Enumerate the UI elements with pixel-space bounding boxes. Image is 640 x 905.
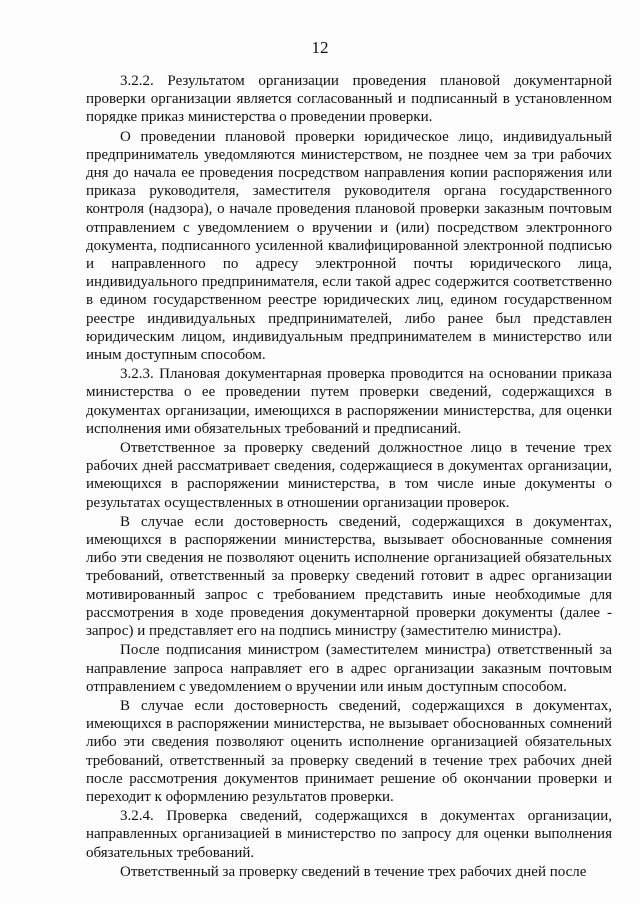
paragraph-no-doubts: В случае если достоверность сведений, содержащихся в документах, имеющихся в распоряжении министерства, не вызывает обоснованных сомнений либо эти сведения позволяют оценить исполнение организацией обязательных требований, ответственный за проверку сведений в течение трех рабочих дней после рассмотрения документов принимает решение об окончании проверки и переходит к оформлению результатов проверки. <box>86 697 612 805</box>
paragraph-request-sending: После подписания министром (заместителем министра) ответственный за направление запроса направляет его в адрес организации заказным почтовым отправлением с уведомлением о вручении или иным доступным способом. <box>86 642 612 695</box>
paragraph-review-period: Ответственное за проверку сведений должностное лицо в течение трех рабочих дней рассматривает сведения, содержащиеся в документах организации, имеющихся в распоряжении министерства, в том числе иные документы о результатах осуществленных в отношении организации проверок. <box>86 440 612 511</box>
paragraph-3-2-2: 3.2.2. Результатом организации проведения плановой документарной проверки организации является согласованный и подписанный в установленном порядке приказ министерства о проведении проверки. <box>86 73 612 126</box>
paragraph-doubts-request: В случае если достоверность сведений, содержащихся в документах, имеющихся в распоряжении министерства, вызывает обоснованные сомнения либо эти сведения не позволяют оценить исполнение организацией обязательных требований, ответственный за проверку сведений готовит в адрес организации мотивированный запрос с требованием представить иные необходимые для рассмотрения в ходе проведения документарной проверки документы (далее - запрос) и представляет его на подпись министру (заместителю министра). <box>86 513 612 640</box>
paragraph-3-2-4: 3.2.4. Проверка сведений, содержащихся в документах организации, направленных организацией в министерство по запросу для оценки выполнения обязательных требований. <box>86 808 612 861</box>
page-number: 12 <box>311 38 329 57</box>
paragraph-notification: О проведении плановой проверки юридическое лицо, индивидуальный предприниматель уведомляются министерством, не позднее чем за три рабочих дня до начала ее проведения посредством направления копии распоряжения или приказа руководителя, заместителя руководителя органа государственного контроля (надзора), о начале проведения плановой проверки заказным почтовым отправлением с уведомлением о вручении и (или) посредством электронного документа, подписанного усиленной квалифицированной электронной подписью и направленного по адресу электронной почты юридического лица, индивидуального предпринимателя, если такой адрес содержится соответственно в едином государственном реестре юридических лиц, едином государственном реестре индивидуальных предпринимателей, либо ранее был представлен юридическим лицом, индивидуальным предпринимателем в министерство или иным доступным способом. <box>86 128 612 364</box>
paragraph-3-2-3: 3.2.3. Плановая документарная проверка проводится на основании приказа министерства о ее проведении путем проверки сведений, содержащихся в документах организации, имеющихся в распоряжении министерства, для оценки исполнения ими обязательных требований и предписаний. <box>86 366 612 437</box>
document-body <box>86 72 612 882</box>
paragraph-continuation: Ответственный за проверку сведений в течение трех рабочих дней после <box>120 863 587 880</box>
